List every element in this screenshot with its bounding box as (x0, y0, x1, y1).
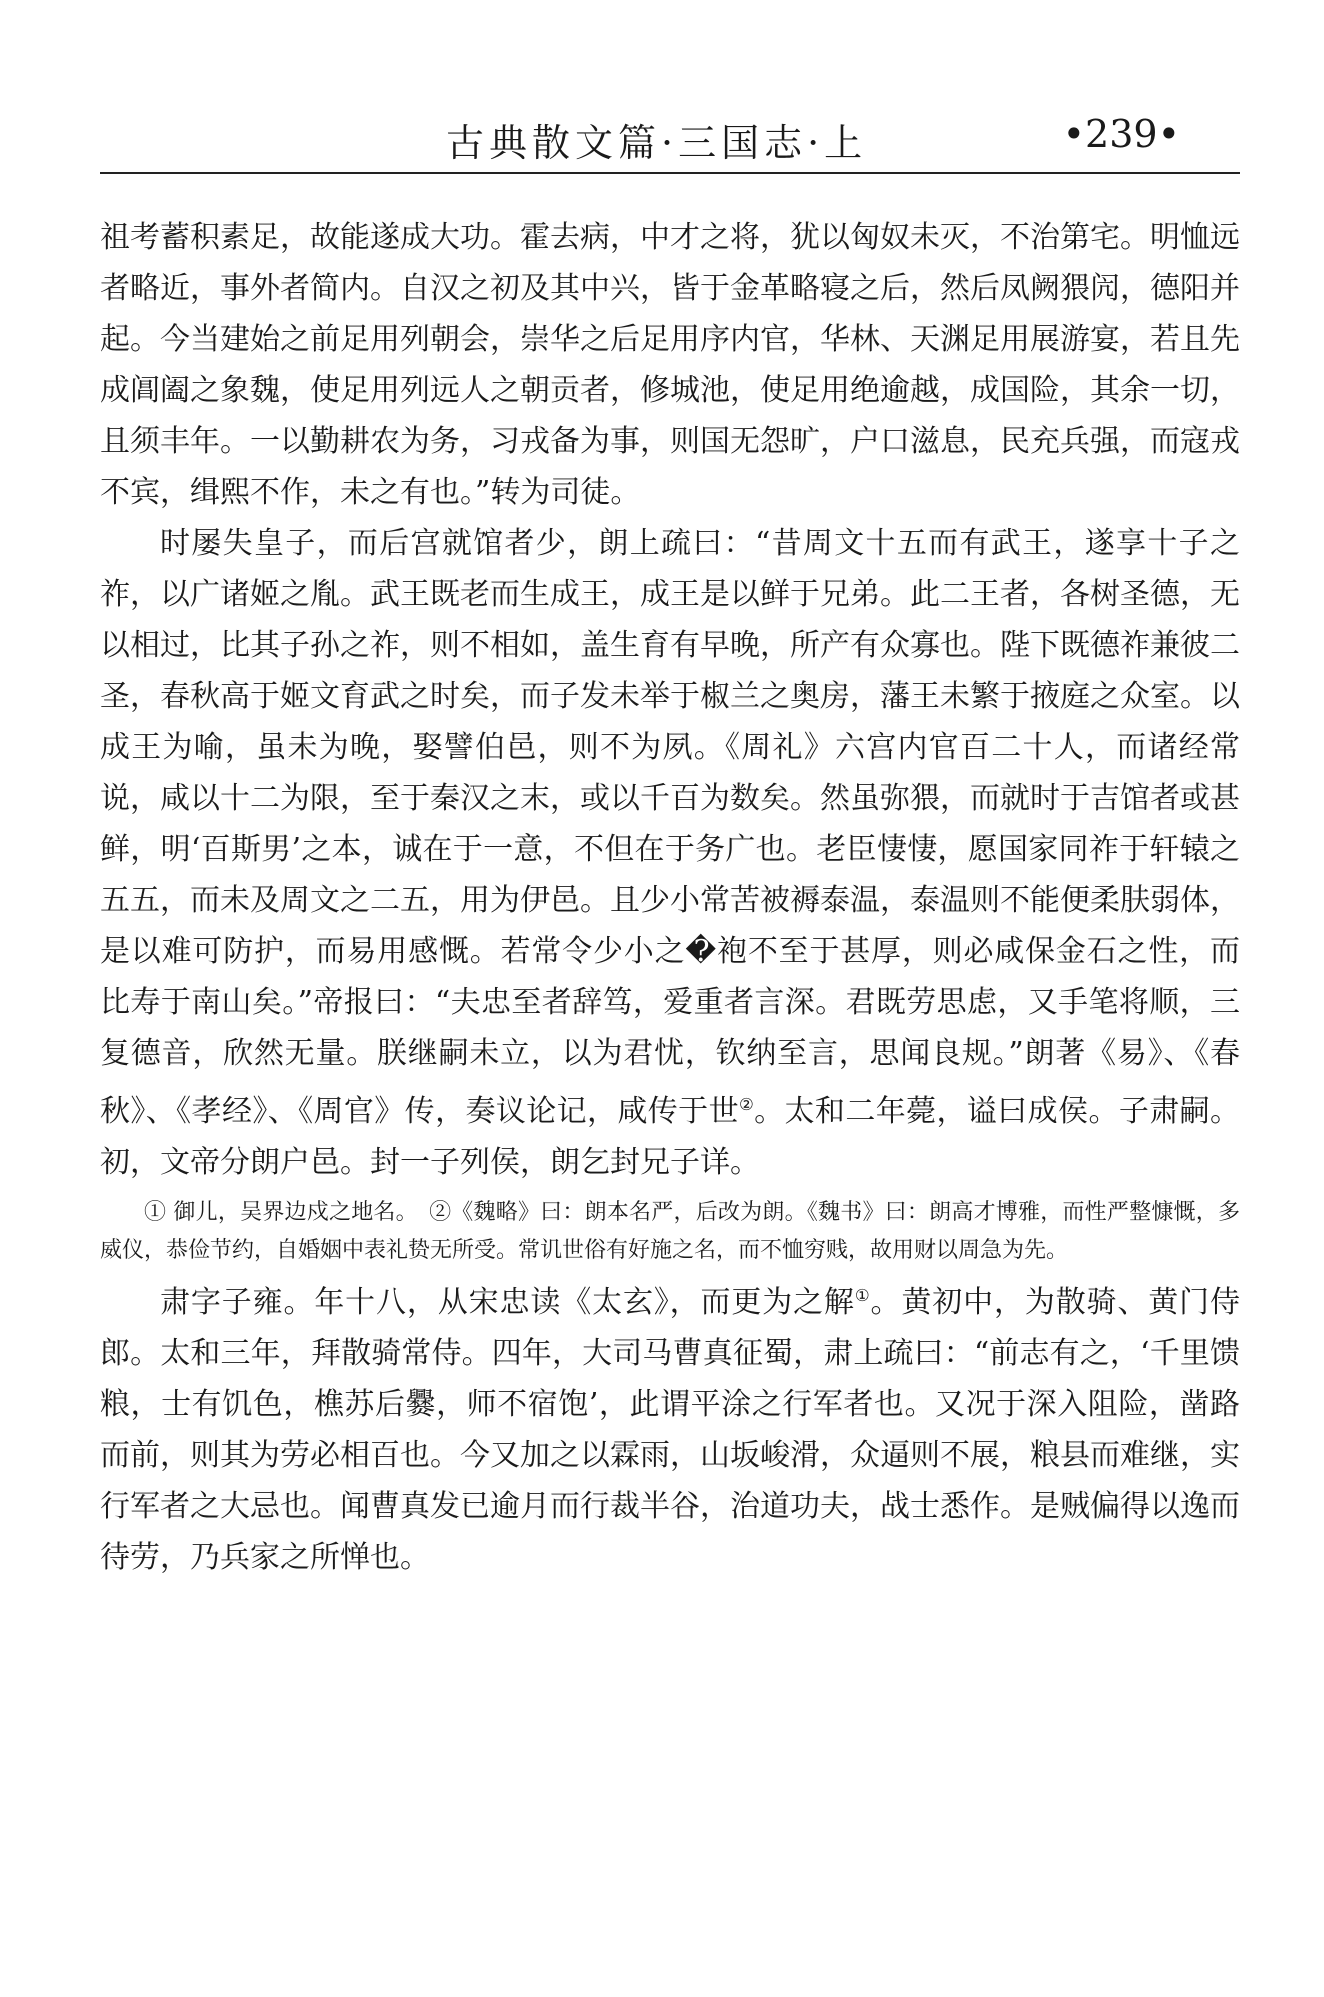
paragraph (100, 212, 1240, 518)
page-number: •239• (1062, 112, 1180, 156)
header-title: 古典散文篇·三国志·上 (446, 121, 868, 165)
paragraph-text: 。太和二年薨，谥曰成侯。子肃嗣。初，文帝分朗户邑。封一子列侯，朗乞封兄子详。 (100, 1094, 1241, 1180)
paragraph-text: 祖考蓄积素足，故能遂成大功。霍去病，中才之将，犹以匈奴未灭，不治第宅。明恤远者略近，事外者简内。自汉之初及其中兴，皆于金革略寝之后，然后凤阙猥闶，德阳并起。今当建始之前足用列朝会，崇华之后足用序内官，华林、天渊足用展游宴，若且先成阊阖之象魏，使足用列远人之朝贡者，修城池，使足用绝逾越，成国险，其余一切，且须丰年。一以勤耕农为务，习戎备为事，则国无怨旷，户口滋息，民充兵强，而寇戎不宾，缉熙不作，未之有也。”转为司徒。 (100, 220, 1240, 510)
footnote: ① 御儿，吴界边戍之地名。 ②《魏略》曰：朗本名严，后改为朗。《魏书》曰：朗高才博雅，而性严整慷慨，多威仪，恭俭节约，自婚姻中表礼贽无所受。常讥世俗有好施之名，而不恤穷贱，故用财以周急为先。 (100, 1200, 1240, 1263)
paragraph-text: 。黄初中，为散骑、黄门侍郎。太和三年，拜散骑常侍。四年，大司马曹真征蜀，肃上疏曰：“前志有之，‘千里馈粮，士有饥色，樵苏后爨，师不宿饱’，此谓平涂之行军者也。又况于深入阻险，凿路而前，则其为劳必相百也。今又加之以霖雨，山坂峻滑，众逼则不展，粮县而难继，实行军者之大忌也。闻曹真发已逾月而行裁半谷，治道功夫，战士悉作。是贼偏得以逸而待劳，乃兵家之所惮也。 (100, 1285, 1241, 1575)
footnote-marker: ② (738, 1095, 755, 1114)
footnote-marker: ① (854, 1286, 871, 1305)
paragraph (100, 1270, 1240, 1583)
running-header (100, 100, 1240, 174)
paragraph-text: 肃字子雍。年十八，从宋忠读《太玄》，而更为之解 (160, 1285, 855, 1320)
paragraph (100, 518, 1240, 1188)
main-text (100, 212, 1240, 1583)
paragraph-text: 时屡失皇子，而后宫就馆者少，朗上疏曰：“昔周文十五而有武王，遂享十子之祚，以广诸姬之胤。武王既老而生成王，成王是以鲜于兄弟。此二王者，各树圣德，无以相过，比其子孙之祚，则不相如，盖生育有早晚，所产有众寡也。陛下既德祚兼彼二圣，春秋高于姬文育武之时矣，而子发未举于椒兰之奥房，藩王未繁于掖庭之众室。以成王为喻，虽未为晚，娶譬伯邑，则不为夙。《周礼》六宫内官百二十人，而诸经常说，咸以十二为限，至于秦汉之末，或以千百为数矣。然虽弥猥，而就时于吉馆者或甚鲜，明‘百斯男’之本，诚在于一意，不但在于务广也。老臣悽悽，愿国家同祚于轩辕之五五，而未及周文之二五，用为伊邑。且少小常苦被褥泰温，泰温则不能便柔肤弱体，是以难可防护，而易用感慨。若常令少小之�袍不至于甚厚，则必咸保金石之性，而比寿于南山矣。”帝报曰：“夫忠至者辞笃，爱重者言深。君既劳思虑，又手笔将顺，三复德音，欣然无量。朕继嗣未立，以为君忧，钦纳至言，思闻良规。”朗著《易》、《春秋》、《孝经》、《周官》传，奏议论记，咸传于世 (100, 526, 1240, 1129)
